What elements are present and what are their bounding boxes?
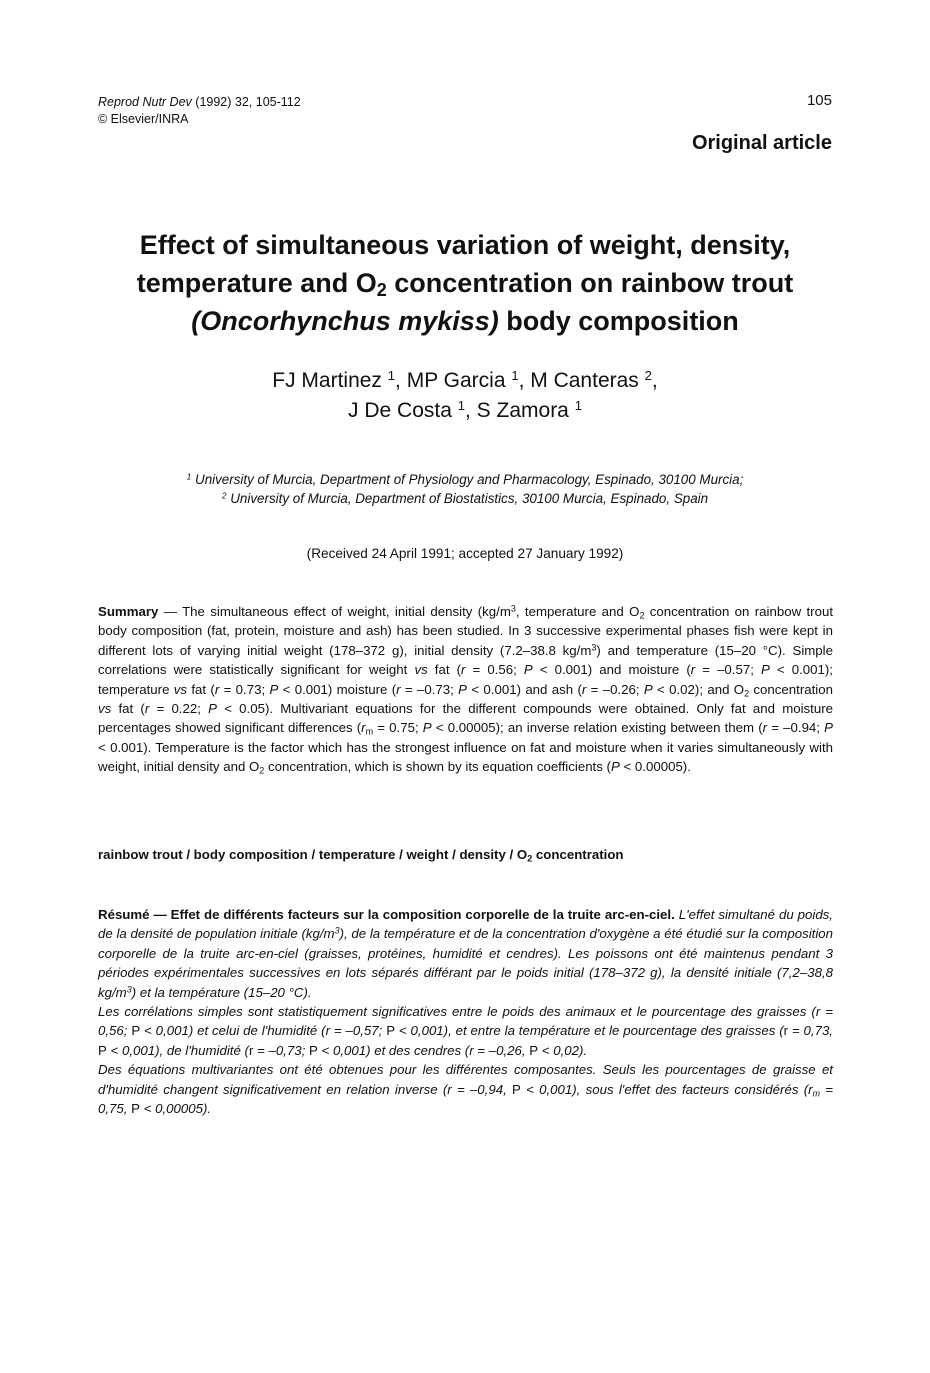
title-line-3: (Oncorhynchus mykiss) body composition [191,306,739,336]
title-line-1: Effect of simultaneous variation of weight, density, [139,230,791,260]
keywords: rainbow trout / body composition / temperature / weight / density / $O_2$ concentration [98,847,624,864]
author-list: FJ Martinez $^1$, MP Garcia $^1$, M Canteras $^2$, J De Costa $^1$, S Zamora $^1$ [272,367,658,422]
affiliations [60,470,870,508]
page-number: 105 [806,92,832,109]
resume-abstract [98,905,833,1118]
journal-citation: (1992) 32, 105-112 [195,95,301,109]
journal-name: Reprod Nutr Dev [98,95,192,109]
affiliation-2: $^2$ University of Murcia, Department of Biostatistics, 30100 Murcia, Espinado, Spain [221,490,709,506]
received-dates: (Received 24 April 1991; accepted 27 January 1992) [306,546,624,561]
resume-paragraph-3: Des équations multivariantes ont été obtenues pour les différentes composantes. Seuls les pourcentages de graisse et d'humidité changent significativement en relation inverse (r = –0,94, P < 0,001), sous l'effet des facteurs considérés ($r_m = 0,75$, P < 0,00005). [98,1062,834,1117]
summary-heading: Summary [98,604,159,619]
title-line-2: temperature and $O_2$ concentration on rainbow trout [136,268,794,300]
article-type: Original article [691,132,832,154]
summary-abstract: Summary — The simultaneous effect of weight, initial density ($kg/m^3$, temperature and $O_2$ concentration on rainbow trout body composition (fat, protein, moisture and ash) has been studied. In 3 successive experimental phases fish were kept in different lots of varying initial weight (178–372 g), initial density (7.2–38.8 $kg/m^3$) and temperature (15–20 °C). Simple correlations were statistically significant for weight vs fat (r = 0.56; P < 0.001) and moisture (r = –0.57; P < 0.001); temperature vs fat (r = 0.73; P < 0.001) moisture (r = –0.73; P < 0.001) and ash (r = –0.26; P < 0.02); and $O_2$ concentration vs fat (r = 0.22; P < 0.05). Multivariant equations for the different compounds were obtained. Only fat and moisture percentages showed significant differences ($r_m = 0.75$; P < 0.00005); an inverse relation existing between them (r = –0.94; P < 0.001). Temperature is the factor which has the strongest influence on fat and moisture when it varies simultaneously with weight, initial density and $O_2$ concentration, which is shown by its equation coefficients (P < 0.00005). [98,603,834,776]
resume-paragraph-2: Les corrélations simples sont statistiquement significatives entre le poids des animaux et le pourcentage des graisses (r = 0,56; P < 0,001) et celui de l'humidité (r = –0,57; P < 0,001), et entre la température et le pourcentage des graisses (r = 0,73, P < 0,001), de l'humidité (r = –0,73; P < 0,001) et des cendres (r = –0,26, P < 0,02). [98,1004,834,1058]
resume-heading: Résumé — Effet de différents facteurs sur la composition corporelle de la truite arc-en-ciel. [98,907,675,922]
affiliation-1: $^1$ University of Murcia, Department of Physiology and Pharmacology, Espinado, 30100 Murcia; [186,471,744,487]
article-title [60,226,870,340]
resume-paragraph-1: Résumé — Effet de différents facteurs sur la composition corporelle de la truite arc-en-ciel. L'effet simultané du poids, de la densité de population initiale $(kg/m^3)$, de la température et de la concentration d'oxygène a été étudié sur la composition corporelle de la truite arc-en-ciel (graisses, protéines, humidité et cendres). Les poissons ont été maintenus pendant 3 périodes expérimentales successives en lots séparés différant par le poids initial (178–372 g), la densité initiale (7,2–38,8 $kg/m^3$) et la température (15–20 °C). [98,907,834,1000]
copyright: © Elsevier/INRA [98,112,189,126]
journal-reference [98,94,301,128]
species-name: (Oncorhynchus mykiss) [191,306,499,336]
